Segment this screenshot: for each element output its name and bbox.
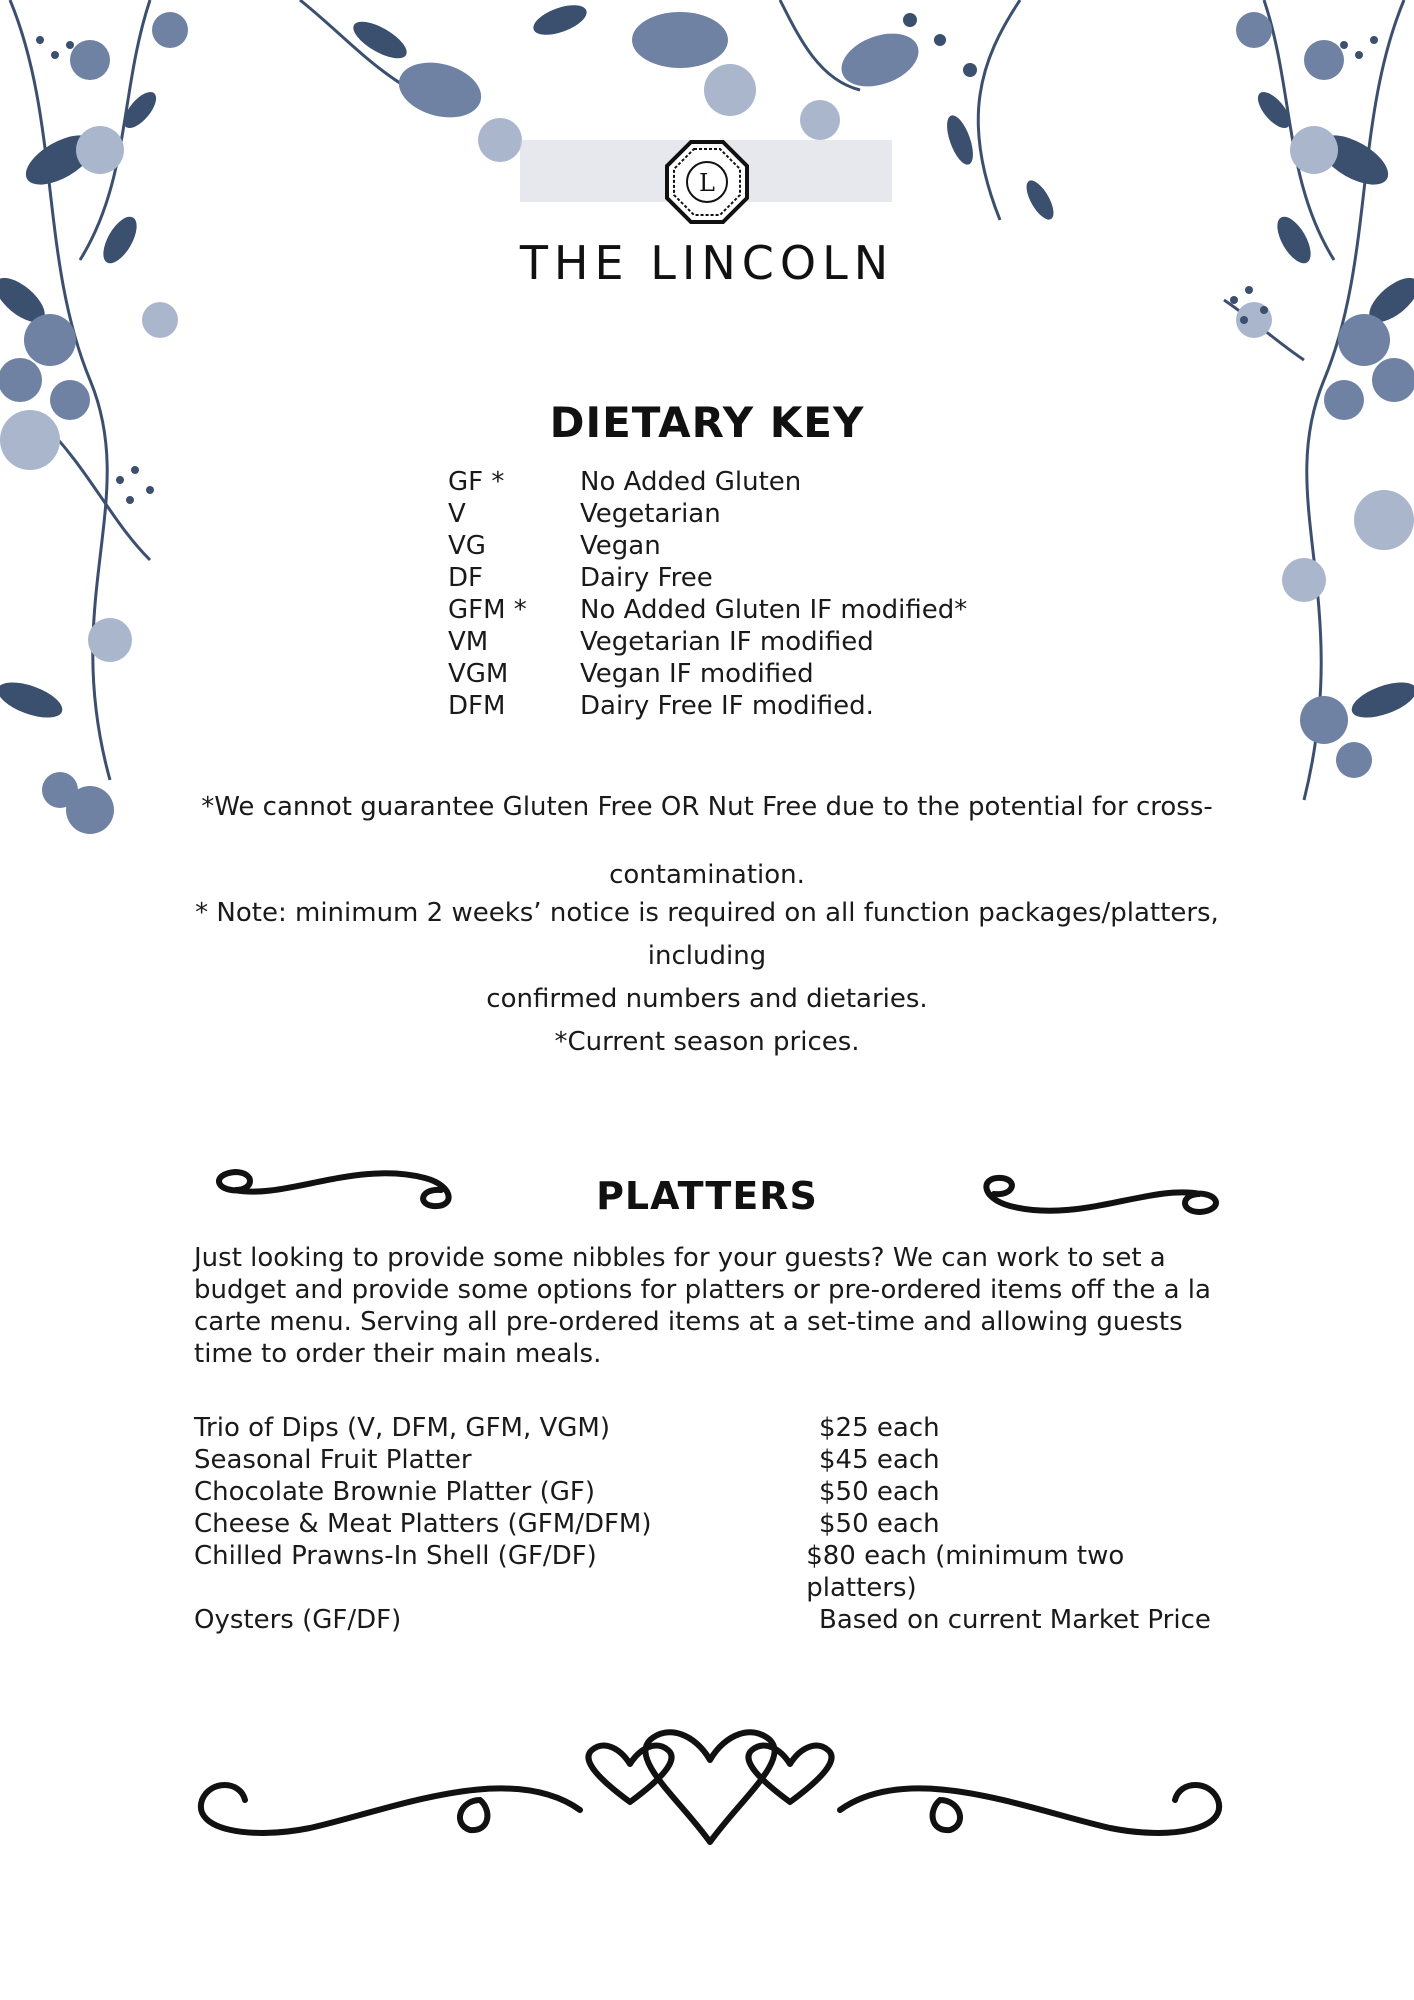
list-item [194,1604,1234,1636]
list-item [448,626,967,658]
dietary-key-list [448,466,967,722]
key-code: GFM * [448,595,527,625]
platters-list [194,1412,1234,1636]
list-item [194,1540,1234,1604]
octagon-logo-badge [665,140,749,224]
platter-price: Based on current Market Price [819,1605,1211,1635]
list-item [194,1508,1234,1540]
heart-flourish-ornament [190,1720,1230,1860]
key-desc: Dairy Free IF modified. [580,691,874,721]
key-code: V [448,499,466,529]
key-code: DF [448,563,483,593]
list-item [448,466,967,498]
platter-name: Seasonal Fruit Platter [194,1445,472,1475]
key-desc: Vegan [580,531,661,561]
notes-block [170,790,1244,1064]
notice-note-cont: confirmed numbers and dietaries. [486,984,928,1014]
key-desc: Vegetarian [580,499,721,529]
key-desc: Vegan IF modified [580,659,814,689]
prices-note: *Current season prices. [554,1027,860,1057]
platter-name: Oysters (GF/DF) [194,1605,402,1635]
notice-note: * Note: minimum 2 weeks’ notice is required on all function packages/platters, including [195,898,1219,971]
list-item [194,1412,1234,1444]
list-item [194,1476,1234,1508]
brand-logo [0,140,1414,290]
key-code: VG [448,531,486,561]
list-item [448,594,967,626]
list-item [194,1444,1234,1476]
key-desc: Dairy Free [580,563,713,593]
list-item [448,530,967,562]
key-desc: No Added Gluten IF modified* [580,595,968,625]
cross-contamination-note: *We cannot guarantee Gluten Free OR Nut Free due to the potential for cross- [201,792,1213,822]
platter-name: Trio of Dips (V, DFM, GFM, VGM) [194,1413,610,1443]
list-item [448,658,967,690]
key-code: DFM [448,691,506,721]
key-code: VM [448,627,489,657]
list-item [448,498,967,530]
key-desc: No Added Gluten [580,467,802,497]
logo-letter: L [699,169,715,197]
key-code: VGM [448,659,509,689]
platters-heading: PLATTERS [596,1174,818,1218]
list-item [448,690,967,722]
platter-name: Chilled Prawns-In Shell (GF/DF) [194,1541,597,1571]
brand-name: THE LINCOLN [519,236,895,290]
platters-intro: Just looking to provide some nibbles for your guests? We can work to set a budget and provide some options for platters or pre-ordered items off the a la carte menu. Serving all pre-ordered items at a set-time and allowing guests time to order their main meals. [194,1243,1211,1369]
platter-name: Chocolate Brownie Platter (GF) [194,1477,596,1507]
dietary-key-heading: DIETARY KEY [549,398,865,447]
key-desc: Vegetarian IF modified [580,627,874,657]
platter-name: Cheese & Meat Platters (GFM/DFM) [194,1509,652,1539]
platter-price: $50 each [819,1477,940,1507]
key-code: GF * [448,467,505,497]
platter-price: $50 each [819,1509,940,1539]
platter-price: $45 each [819,1445,940,1475]
platter-price: $25 each [819,1413,940,1443]
list-item [448,562,967,594]
cross-contamination-note-cont: contamination. [609,860,805,890]
platter-price: $80 each (minimum two platters) [806,1541,1125,1603]
